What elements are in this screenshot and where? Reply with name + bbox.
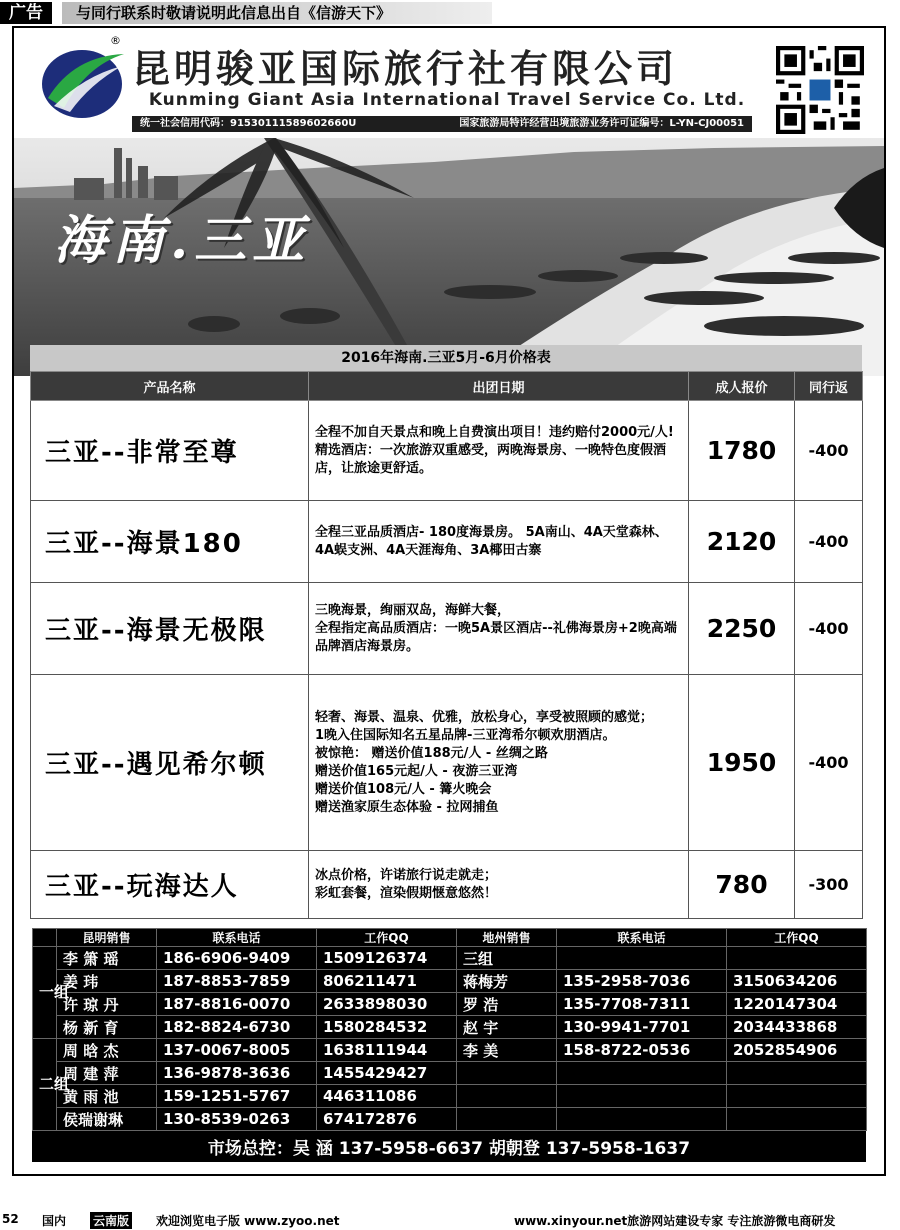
table-row	[31, 851, 863, 919]
sales-phone[interactable]: 135-2958-7036	[557, 970, 727, 993]
sales-qq[interactable]: 2034433868	[727, 1016, 867, 1039]
table-row	[33, 947, 867, 970]
sales-phone[interactable]: 135-7708-7311	[557, 993, 727, 1016]
product-description: 轻奢、海景、温泉、优雅，放松身心，享受被照顾的感觉； 1晚入住国际知名五星品牌-三亚湾希尔顿欢朋酒店。 被惊艳： 赠送价值188元/人 - 丝绸之路 赠送价值165元起/人 - 夜游三亚湾 赠送价值108元/人 - 篝火晚会 赠送渔家原生态体验 - 拉网捕鱼	[309, 675, 689, 851]
peer-rebate: -400	[795, 675, 863, 851]
header-qq: 工作QQ	[727, 929, 867, 947]
table-row	[33, 970, 867, 993]
empty-cell	[557, 1085, 727, 1108]
table-row	[33, 1062, 867, 1085]
header-product-name: 产品名称	[31, 372, 309, 401]
sales-name: 李 箫 瑶	[57, 947, 157, 970]
registered-mark: ®	[110, 34, 121, 47]
sales-phone[interactable]: 130-8539-0263	[157, 1108, 317, 1131]
product-name: 三亚--海景无极限	[31, 583, 309, 675]
empty-cell	[727, 1108, 867, 1131]
sales-name: 周 晗 杰	[57, 1039, 157, 1062]
sales-phone[interactable]: 159-1251-5767	[157, 1085, 317, 1108]
header-phone: 联系电话	[157, 929, 317, 947]
sales-name: 周 建 萍	[57, 1062, 157, 1085]
sales-phone[interactable]: 158-8722-0536	[557, 1039, 727, 1062]
company-header	[14, 28, 884, 138]
sales-name: 赵 宇	[457, 1016, 557, 1039]
sales-name: 许 琼 丹	[57, 993, 157, 1016]
sales-table	[32, 928, 867, 1131]
edition-badge: 云南版	[90, 1212, 132, 1229]
adult-price: 1780	[689, 401, 795, 501]
peer-rebate: -400	[795, 501, 863, 583]
license-number: 国家旅游局特许经营出境旅游业务许可证编号：L-YN-CJ00051	[459, 118, 744, 129]
header-qq: 工作QQ	[317, 929, 457, 947]
group-label: 二组	[33, 1039, 57, 1131]
sales-phone[interactable]: 137-0067-8005	[157, 1039, 317, 1062]
group-header-blank	[33, 929, 57, 947]
peer-rebate: -400	[795, 401, 863, 501]
website-promo[interactable]: www.xinyour.net旅游网站建设专家 专注旅游微电商研发	[514, 1214, 836, 1228]
empty-cell	[727, 1085, 867, 1108]
table-row	[31, 401, 863, 501]
registration-bar	[132, 116, 752, 132]
header-phone: 联系电话	[557, 929, 727, 947]
sales-phone[interactable]: 187-8816-0070	[157, 993, 317, 1016]
destination-title: 海南.三亚	[54, 210, 311, 271]
sales-phone[interactable]: 130-9941-7701	[557, 1016, 727, 1039]
page-footer	[0, 1208, 900, 1230]
source-notice: 与同行联系时敬请说明此信息出自《信游天下》	[62, 2, 492, 24]
group-label: 一组	[33, 947, 57, 1039]
sales-name: 李 美	[457, 1039, 557, 1062]
sales-phone[interactable]: 182-8824-6730	[157, 1016, 317, 1039]
top-bar	[0, 0, 900, 26]
beach-photo	[14, 138, 884, 376]
credit-code: 统一社会信用代码：91530111589602660U	[140, 118, 357, 129]
empty-cell	[557, 947, 727, 970]
ad-tag: 广告	[0, 2, 52, 24]
company-name-cn: 昆明骏亚国际旅行社有限公司	[132, 47, 679, 91]
sales-name: 杨 新 育	[57, 1016, 157, 1039]
adult-price: 2250	[689, 583, 795, 675]
section-label: 国内	[42, 1214, 67, 1228]
sales-qq[interactable]: 806211471	[317, 970, 457, 993]
peer-rebate: -300	[795, 851, 863, 919]
empty-cell	[727, 947, 867, 970]
product-name: 三亚--海景180	[31, 501, 309, 583]
ebook-link[interactable]: 欢迎浏览电子版 www.zyoo.net	[156, 1214, 340, 1228]
product-description: 三晚海景，绚丽双岛，海鲜大餐， 全程指定高品质酒店：一晚5A景区酒店--礼佛海景房+2晚高端品牌酒店海景房。	[309, 583, 689, 675]
sales-phone[interactable]: 136-9878-3636	[157, 1062, 317, 1085]
sales-name: 黄 雨 池	[57, 1085, 157, 1108]
marketing-contact: 市场总控：吴 涵 137-5958-6637 胡朝登 137-5958-1637	[32, 1136, 866, 1162]
product-description: 全程三亚品质酒店- 180度海景房。 5A南山、4A天堂森林、4A蜈支洲、4A天涯海角、3A椰田古寨	[309, 501, 689, 583]
price-table-title: 2016年海南.三亚5月-6月价格表	[30, 345, 862, 371]
product-name: 三亚--遇见希尔顿	[31, 675, 309, 851]
sales-qq[interactable]: 2633898030	[317, 993, 457, 1016]
table-row	[33, 1085, 867, 1108]
table-row	[33, 1039, 867, 1062]
qr-code-icon[interactable]	[776, 46, 864, 134]
empty-cell	[457, 1108, 557, 1131]
sales-name: 姜 玮	[57, 970, 157, 993]
sales-phone[interactable]: 187-8853-7859	[157, 970, 317, 993]
sales-contacts	[32, 928, 866, 1136]
sales-qq[interactable]: 446311086	[317, 1085, 457, 1108]
sales-qq[interactable]: 674172876	[317, 1108, 457, 1131]
empty-cell	[457, 1062, 557, 1085]
header-peer-rebate: 同行返	[795, 372, 863, 401]
table-row	[33, 993, 867, 1016]
sales-name: 侯瑞谢琳	[57, 1108, 157, 1131]
header-prefecture-sales: 地州销售	[457, 929, 557, 947]
company-logo-icon	[34, 36, 130, 132]
product-name: 三亚--非常至尊	[31, 401, 309, 501]
sales-phone[interactable]: 186-6906-9409	[157, 947, 317, 970]
sales-name: 蒋梅芳	[457, 970, 557, 993]
product-description: 全程不加自天景点和晚上自费演出项目！违约赔付2000元/人! 精选酒店：一次旅游双重感受，两晚海景房、一晚特色度假酒店，让旅途更舒适。	[309, 401, 689, 501]
sales-qq[interactable]: 2052854906	[727, 1039, 867, 1062]
page-number: 52	[2, 1212, 19, 1226]
table-row	[31, 501, 863, 583]
table-row	[33, 1108, 867, 1131]
empty-cell	[457, 1085, 557, 1108]
sales-qq[interactable]: 1638111944	[317, 1039, 457, 1062]
header-departure-date: 出团日期	[309, 372, 689, 401]
sales-qq[interactable]: 1509126374	[317, 947, 457, 970]
table-row	[33, 1016, 867, 1039]
peer-rebate: -400	[795, 583, 863, 675]
header-kunming-sales: 昆明销售	[57, 929, 157, 947]
sales-qq[interactable]: 3150634206	[727, 970, 867, 993]
group-label: 三组	[457, 947, 557, 970]
header-adult-price: 成人报价	[689, 372, 795, 401]
price-table	[30, 371, 863, 919]
sales-qq[interactable]: 1455429427	[317, 1062, 457, 1085]
empty-cell	[727, 1062, 867, 1085]
product-name: 三亚--玩海达人	[31, 851, 309, 919]
adult-price: 780	[689, 851, 795, 919]
sales-name: 罗 浩	[457, 993, 557, 1016]
empty-cell	[557, 1108, 727, 1131]
product-description: 冰点价格，许诺旅行说走就走； 彩虹套餐，渲染假期惬意悠然！	[309, 851, 689, 919]
table-row	[31, 675, 863, 851]
table-row	[31, 583, 863, 675]
adult-price: 2120	[689, 501, 795, 583]
sales-qq[interactable]: 1580284532	[317, 1016, 457, 1039]
sales-qq[interactable]: 1220147304	[727, 993, 867, 1016]
adult-price: 1950	[689, 675, 795, 851]
empty-cell	[557, 1062, 727, 1085]
company-name-en: Kunming Giant Asia International Travel Service Co. Ltd.	[148, 90, 746, 110]
